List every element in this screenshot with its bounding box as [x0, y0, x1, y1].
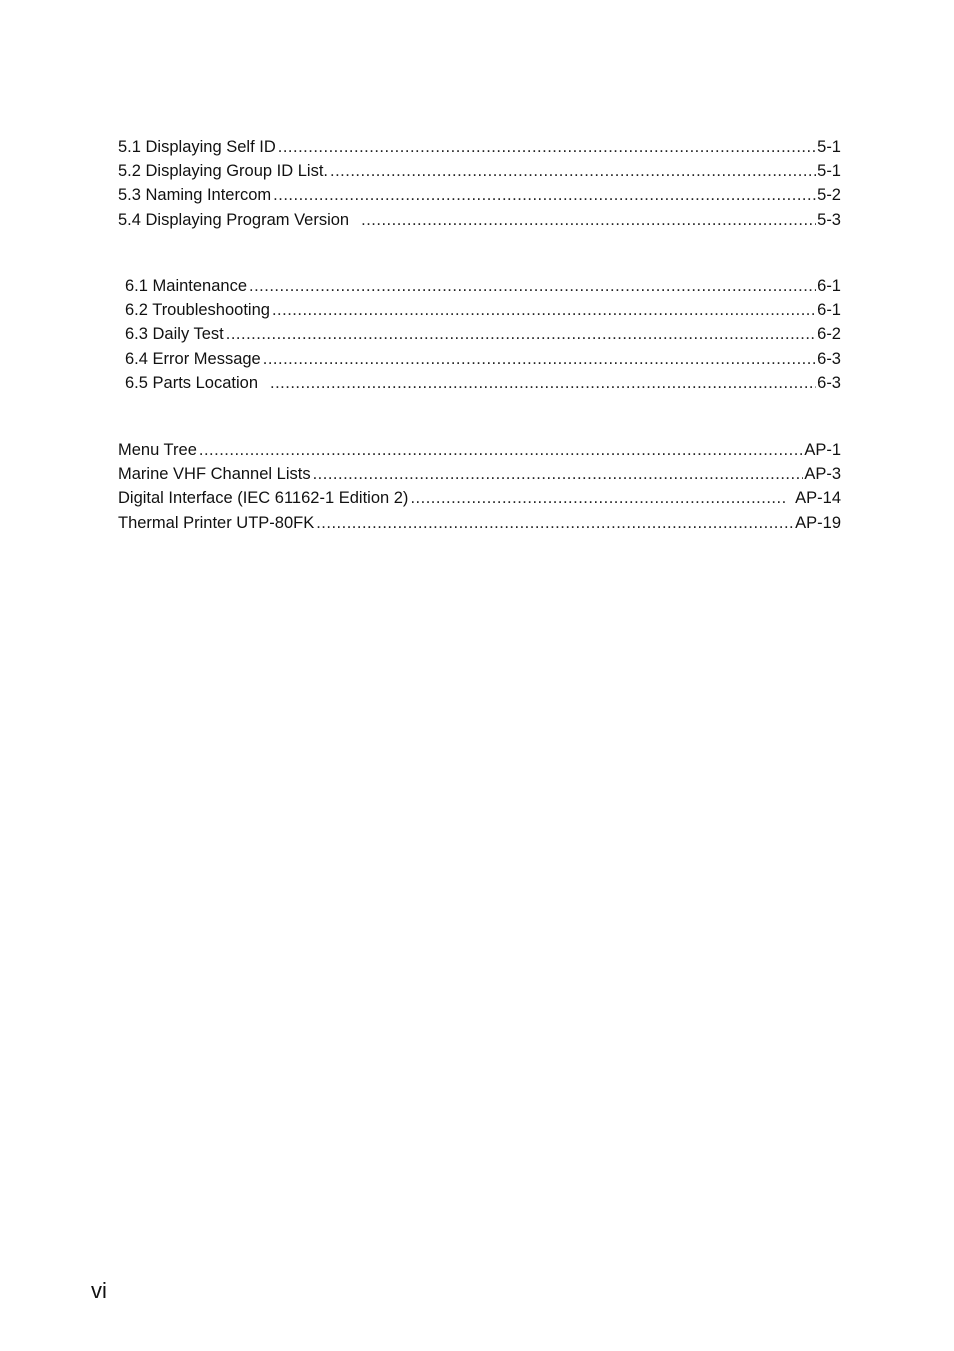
- toc-entry[interactable]: [118, 511, 841, 535]
- toc-entry-title: 5.1 Displaying Self ID: [118, 138, 276, 156]
- toc-entry[interactable]: [118, 208, 841, 232]
- toc-entry-title: 5.4 Displaying Program Version: [118, 210, 350, 229]
- toc-entry[interactable]: [125, 347, 841, 371]
- page-number: vi: [91, 1278, 107, 1303]
- toc-entry-title: Menu Tree: [118, 441, 197, 459]
- toc-entry-title: 6.1 Maintenance: [125, 277, 248, 295]
- toc-entry[interactable]: [125, 322, 841, 346]
- toc-entry-page: AP-14: [795, 489, 841, 508]
- toc-leader-dots: [273, 183, 816, 207]
- toc-leader-dots: [270, 371, 816, 395]
- toc-section-6: [125, 274, 841, 395]
- toc-entry-title: 6.3 Daily Test: [125, 325, 224, 344]
- toc-leader-dots: [199, 438, 803, 462]
- toc-entry-page: 5-1: [817, 162, 841, 181]
- toc-entry-title: 6.4 Error Message: [125, 349, 261, 368]
- toc-entry[interactable]: [118, 183, 841, 207]
- toc-entry[interactable]: [125, 298, 841, 322]
- toc-entry[interactable]: [118, 486, 841, 510]
- toc-entry[interactable]: [118, 438, 841, 462]
- toc-leader-dots: [249, 274, 816, 298]
- toc-entry-page: AP-3: [804, 465, 841, 484]
- toc-leader-dots: [272, 298, 816, 322]
- toc-entry-title: Digital Interface (IEC 61162-1 Edition 2): [118, 489, 409, 508]
- toc-leader-dots: [278, 135, 816, 159]
- toc-entry-page: AP-1: [804, 441, 841, 459]
- toc-entry-title: 6.5 Parts Location: [125, 373, 258, 392]
- toc-entry-title: 5.2 Displaying Group ID List.: [118, 162, 329, 181]
- toc-entry[interactable]: [125, 274, 841, 298]
- toc-entry-title: Marine VHF Channel Lists: [118, 465, 311, 484]
- toc-leader-dots: [330, 159, 816, 183]
- toc-entry-page: 6-2: [817, 325, 841, 344]
- toc-entry-page: 5-3: [817, 210, 841, 229]
- toc-entry-page: 5-2: [817, 186, 841, 205]
- toc-entry-title: Thermal Printer UTP-80FK: [118, 513, 315, 532]
- toc-leader-dots: [410, 486, 785, 510]
- toc-entry[interactable]: [118, 135, 841, 159]
- toc-entry-page: 6-3: [817, 373, 841, 392]
- toc-entry[interactable]: [118, 159, 841, 183]
- toc-entry-page: 6-1: [817, 277, 841, 295]
- toc-entry[interactable]: [125, 371, 841, 395]
- toc-leader-dots: [313, 462, 804, 486]
- toc-entry-title: 6.2 Troubleshooting: [125, 301, 270, 320]
- toc-entry[interactable]: [118, 462, 841, 486]
- toc-leader-dots: [316, 511, 794, 535]
- toc-leader-dots: [263, 347, 816, 371]
- toc-entry-page: 6-3: [817, 349, 841, 368]
- toc-entry-page: AP-19: [795, 513, 841, 532]
- toc-section-appendix: [118, 438, 841, 535]
- toc-section-5: [118, 135, 841, 232]
- toc-leader-dots: [361, 208, 816, 232]
- toc-entry-title: 5.3 Naming Intercom: [118, 186, 272, 205]
- toc-leader-dots: [226, 322, 816, 346]
- toc-entry-page: 5-1: [817, 138, 841, 156]
- toc-entry-page: 6-1: [817, 301, 841, 320]
